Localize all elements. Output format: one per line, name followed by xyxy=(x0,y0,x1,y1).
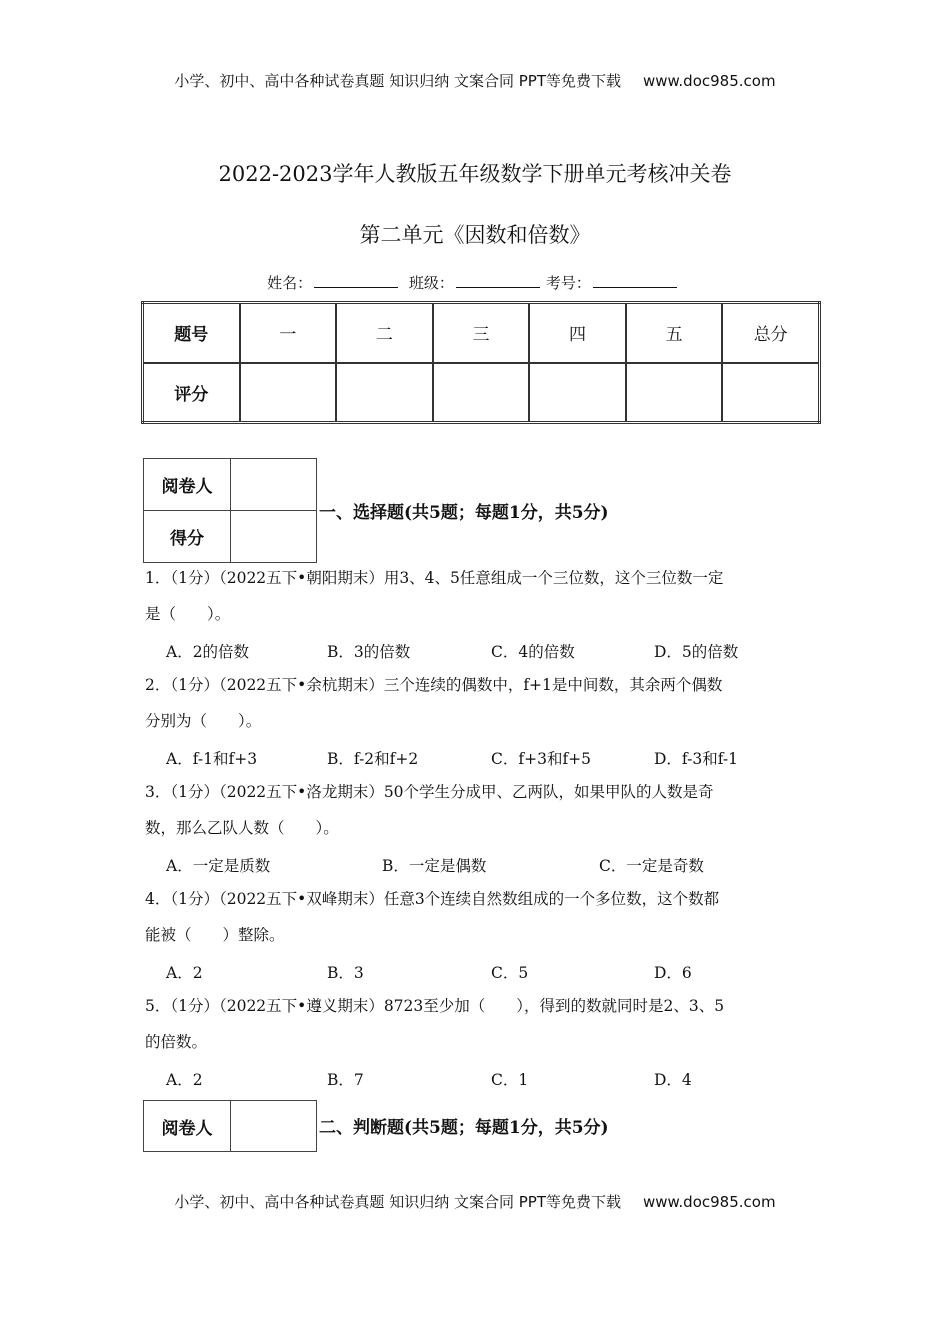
page-title: 2022-2023学年人教版五年级数学下册单元考核冲关卷 xyxy=(218,162,732,186)
score-table-header-row xyxy=(143,303,820,363)
class-blank[interactable] xyxy=(456,273,540,288)
question-5-option-d[interactable]: D．4 xyxy=(654,1071,692,1089)
score-cell-5: 五 xyxy=(626,303,723,363)
question-1-line1: 1．（1分）（2022五下•朝阳期末）用3、4、5任意组成一个三位数，这个三位数一定 xyxy=(145,569,724,587)
question-5 xyxy=(145,988,810,1060)
footer-text: 小学、初中、高中各种试卷真题 知识归纳 文案合同 PPT等免费下载 xyxy=(174,1193,621,1211)
question-2-option-c[interactable]: C．f+3和f+5 xyxy=(491,750,592,768)
question-2-line2: 分别为（ ）。 xyxy=(145,712,262,730)
question-3-option-a[interactable]: A．一定是质数 xyxy=(166,857,271,875)
question-5-option-c[interactable]: C．1 xyxy=(491,1071,529,1089)
reviewer-label-2: 阅卷人 xyxy=(144,1101,231,1152)
exam-number-blank[interactable] xyxy=(593,273,677,288)
score-input-total[interactable] xyxy=(722,363,819,423)
score-cell-1: 一 xyxy=(240,303,337,363)
score-input-4[interactable] xyxy=(529,363,626,423)
question-4 xyxy=(145,881,810,953)
page-footer xyxy=(0,1191,950,1212)
score-input-2[interactable] xyxy=(336,363,433,423)
question-2 xyxy=(145,667,810,739)
score-table xyxy=(141,301,821,424)
question-3-option-c[interactable]: C．一定是奇数 xyxy=(599,857,704,875)
student-info xyxy=(0,272,950,293)
grader-box-2 xyxy=(143,1100,317,1152)
question-1-option-b[interactable]: B．3的倍数 xyxy=(327,643,411,661)
question-5-line1: 5．（1分）（2022五下•遵义期末）8723至少加（ ），得到的数就同时是2、3、5 xyxy=(145,997,725,1015)
score-cell-3: 三 xyxy=(433,303,530,363)
score-input[interactable] xyxy=(231,511,317,563)
section-2-title: 二、判断题(共5题；每题1分，共5分) xyxy=(319,1118,609,1138)
question-4-line1: 4．（1分）（2022五下•双峰期末）任意3个连续自然数组成的一个多位数，这个数都 xyxy=(145,890,720,908)
question-5-option-b[interactable]: B．7 xyxy=(327,1071,364,1089)
question-4-option-b[interactable]: B．3 xyxy=(327,964,364,982)
header-site-link[interactable]: www.doc985.com xyxy=(642,72,776,90)
question-1-option-a[interactable]: A．2的倍数 xyxy=(166,643,250,661)
exam-number-label: 考号： xyxy=(545,274,591,292)
class-label: 班级： xyxy=(408,274,454,292)
reviewer-input-2[interactable] xyxy=(231,1101,317,1152)
question-5-option-a[interactable]: A．2 xyxy=(166,1071,203,1089)
question-4-option-a[interactable]: A．2 xyxy=(166,964,203,982)
question-5-line2: 的倍数。 xyxy=(145,1033,208,1051)
grader-box-1 xyxy=(143,458,317,563)
question-3-line2: 数，那么乙队人数（ ）。 xyxy=(145,819,339,837)
question-2-option-d[interactable]: D．f-3和f-1 xyxy=(654,750,738,768)
score-table-score-row xyxy=(143,363,820,423)
score-cell-label: 题号 xyxy=(143,303,240,363)
section-1-title: 一、选择题(共5题；每题1分，共5分) xyxy=(319,503,609,523)
question-4-line2: 能被（ ）整除。 xyxy=(145,926,285,944)
question-2-line1: 2．（1分）（2022五下•余杭期末）三个连续的偶数中，f+1是中间数，其余两个偶数 xyxy=(145,676,723,694)
name-label: 姓名： xyxy=(267,274,313,292)
score-input-1[interactable] xyxy=(240,363,337,423)
score-input-3[interactable] xyxy=(433,363,530,423)
name-blank[interactable] xyxy=(314,273,398,288)
question-3-line1: 3．（1分）（2022五下•洛龙期末）50个学生分成甲、乙两队，如果甲队的人数是奇 xyxy=(145,783,714,801)
score-row-label: 评分 xyxy=(143,363,240,423)
question-1-option-c[interactable]: C．4的倍数 xyxy=(491,643,575,661)
question-3 xyxy=(145,774,810,846)
question-3-option-b[interactable]: B．一定是偶数 xyxy=(382,857,487,875)
header-text: 小学、初中、高中各种试卷真题 知识归纳 文案合同 PPT等免费下载 xyxy=(174,72,621,90)
reviewer-input[interactable] xyxy=(231,459,317,511)
score-cell-total: 总分 xyxy=(722,303,819,363)
score-label: 得分 xyxy=(144,511,231,563)
question-2-option-b[interactable]: B．f-2和f+2 xyxy=(327,750,419,768)
footer-site-link[interactable]: www.doc985.com xyxy=(642,1193,776,1211)
question-1 xyxy=(145,560,810,632)
question-4-option-d[interactable]: D．6 xyxy=(654,964,692,982)
page-header xyxy=(0,70,950,91)
score-cell-2: 二 xyxy=(336,303,433,363)
page-subtitle: 第二单元《因数和倍数》 xyxy=(359,223,591,247)
reviewer-label: 阅卷人 xyxy=(144,459,231,511)
score-input-5[interactable] xyxy=(626,363,723,423)
question-4-option-c[interactable]: C．5 xyxy=(491,964,529,982)
question-1-line2: 是（ ）。 xyxy=(145,605,231,623)
question-1-option-d[interactable]: D．5的倍数 xyxy=(654,643,739,661)
score-cell-4: 四 xyxy=(529,303,626,363)
question-2-option-a[interactable]: A．f-1和f+3 xyxy=(166,750,258,768)
